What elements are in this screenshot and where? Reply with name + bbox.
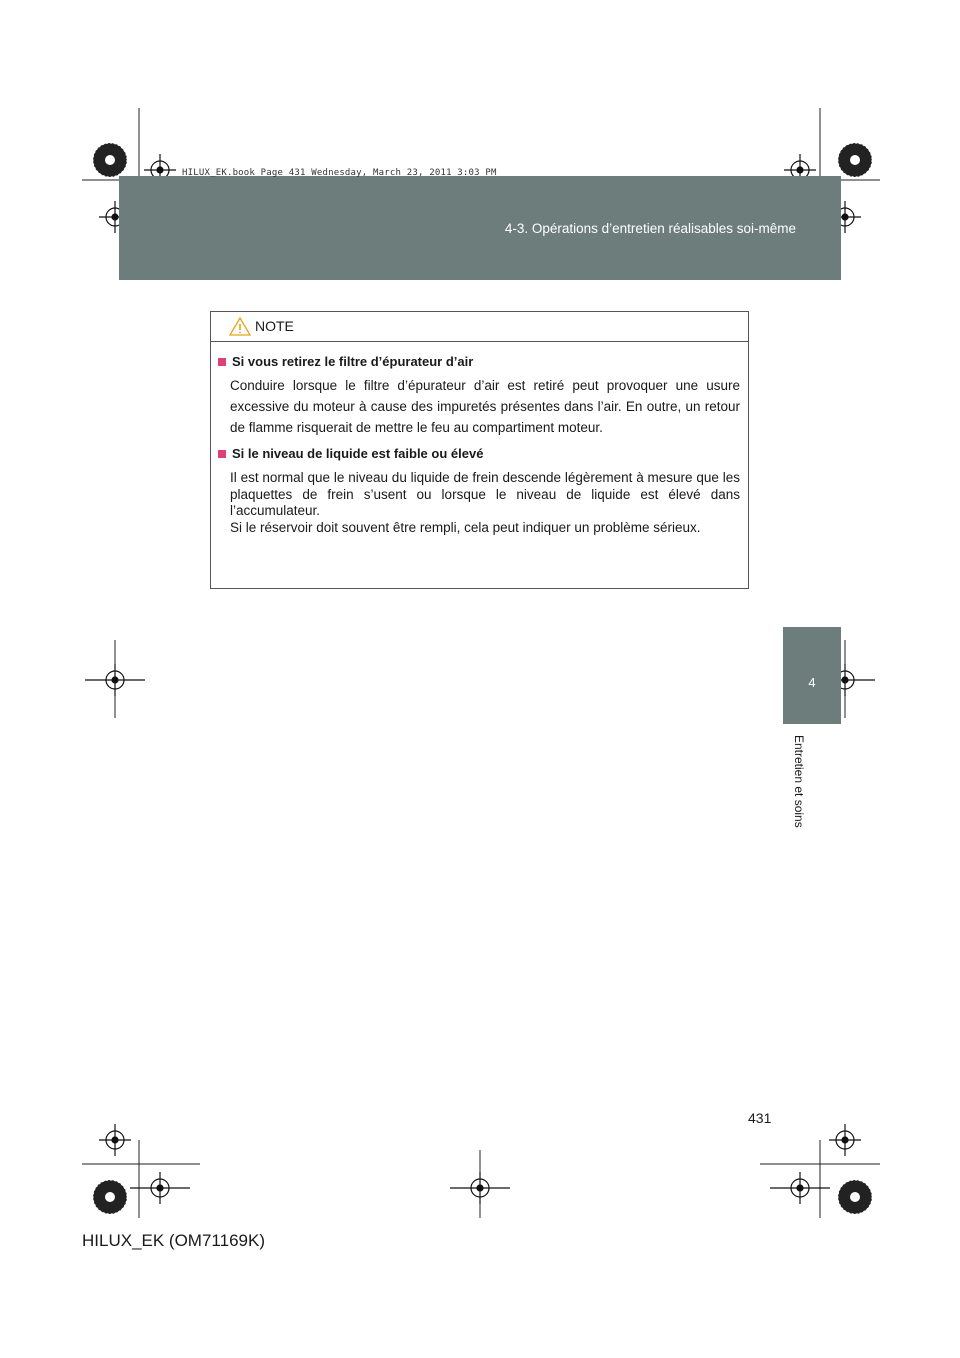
note-subheading-text: Si le niveau de liquide est faible ou élevé <box>232 446 484 461</box>
note-box <box>210 311 749 589</box>
chapter-label: Entretien et soins <box>792 735 806 828</box>
note-subheading <box>218 446 741 461</box>
warning-triangle-icon <box>229 317 251 336</box>
note-paragraph: Conduire lorsque le filtre d’épurateur d’air est retiré peut provoquer une usure excessive du moteur à cause des impuretés présentes dans l’air. En outre, un retour de flamme risquerait de mettre le feu au compartiment moteur. <box>230 378 740 435</box>
note-paragraph: Si le réservoir doit souvent être rempli, cela peut indiquer un problème sérieux. <box>230 519 701 535</box>
note-subheading <box>218 354 741 369</box>
note-label: NOTE <box>255 318 294 334</box>
chapter-tab <box>783 627 841 724</box>
pink-square-bullet-icon <box>218 450 226 458</box>
document-code: HILUX_EK (OM71169K) <box>82 1231 265 1250</box>
header-band <box>119 176 841 280</box>
chapter-number: 4 <box>808 675 816 690</box>
note-body <box>211 342 748 536</box>
note-header <box>211 312 748 342</box>
page-number: 431 <box>748 1110 772 1126</box>
pink-square-bullet-icon <box>218 358 226 366</box>
note-paragraph: Il est normal que le niveau du liquide de frein descende légèrement à mesure que les plaquettes de frein s’usent ou lorsque le niveau de liquide est élevé dans l’accumulateur. <box>230 470 740 518</box>
note-subheading-text: Si vous retirez le filtre d’épurateur d’air <box>232 354 474 369</box>
book-stamp: HILUX_EK.book Page 431 Wednesday, March 23, 2011 3:03 PM <box>182 168 497 178</box>
section-title: 4-3. Opérations d’entretien réalisables soi-même <box>504 221 796 236</box>
